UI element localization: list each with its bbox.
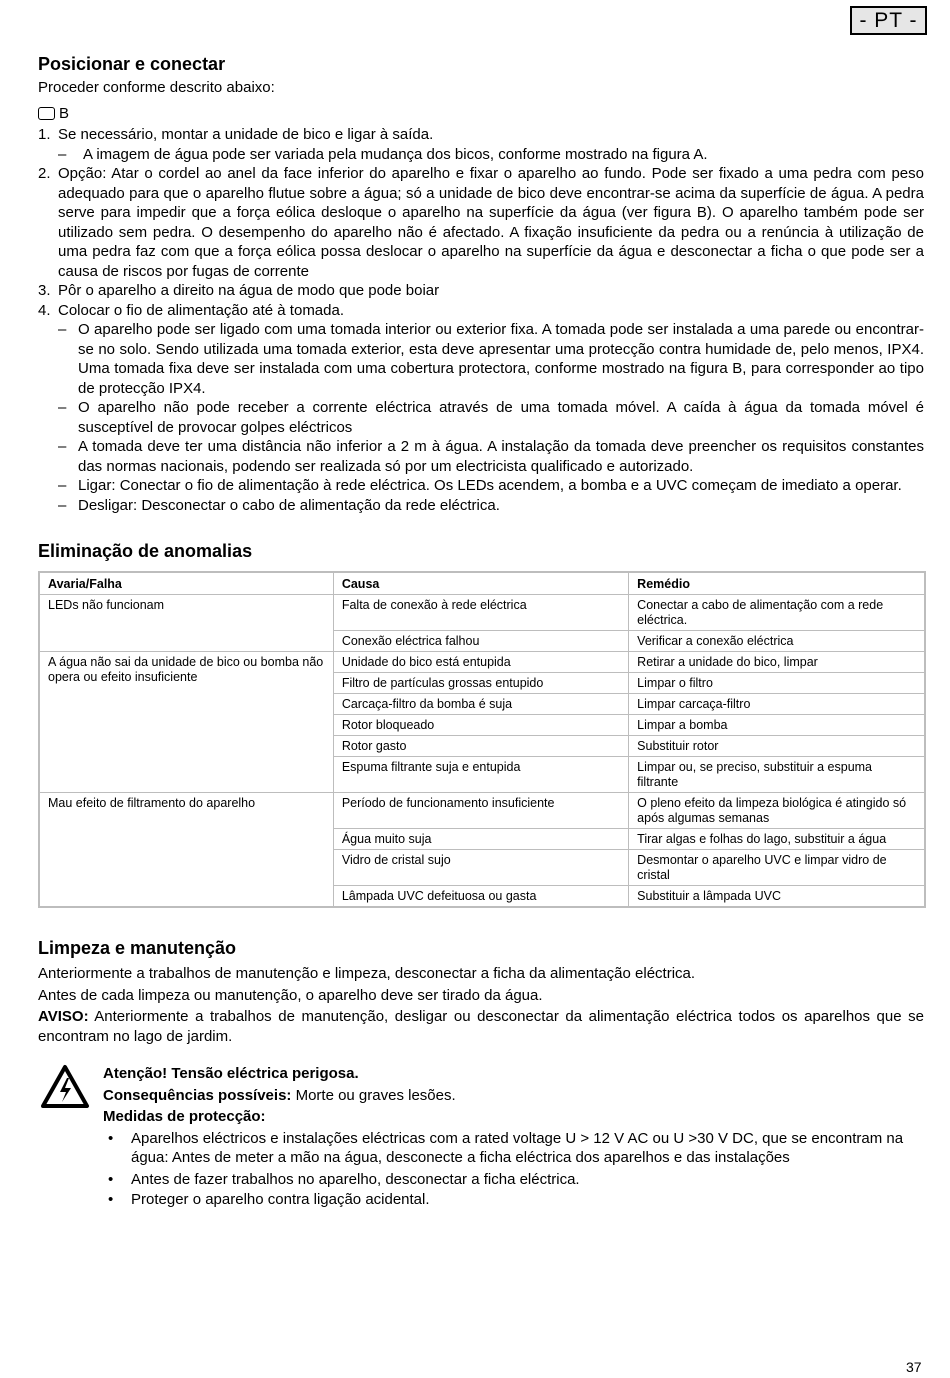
remedy-cell: Retirar a unidade do bico, limpar [629, 652, 925, 673]
warning-title: Atenção! Tensão eléctrica perigosa. [103, 1065, 359, 1082]
consequences-text: Morte ou graves lesões. [291, 1086, 456, 1104]
step-subitem [38, 320, 924, 398]
fault-cell: A água não sai da unidade de bico ou bomba não opera ou efeito insuficiente [39, 652, 333, 793]
measure-item [103, 1190, 924, 1210]
cause-cell: Unidade do bico está entupida [333, 652, 628, 673]
measure-text: Antes de fazer trabalhos no aparelho, desconectar a ficha eléctrica. [131, 1170, 580, 1188]
fault-cell: LEDs não funcionam [39, 595, 333, 652]
step-item [38, 125, 924, 145]
section-title-troubleshooting: Eliminação de anomalias [38, 541, 253, 561]
column-header: Remédio [629, 572, 925, 595]
step-subitem [38, 437, 924, 476]
cause-cell: Rotor bloqueado [333, 715, 628, 736]
measure-text: Proteger o aparelho contra ligação acidental. [131, 1191, 430, 1208]
bullet-marker: • [108, 1129, 114, 1147]
remedy-cell: Desmontar o aparelho UVC e limpar vidro de cristal [629, 850, 925, 886]
step-text: O aparelho não pode receber a corrente eléctrica através de uma tomada móvel. A caída à água da tomada móvel é susceptível de provocar golpes eléctricos [78, 399, 924, 436]
step-text: Opção: Atar o cordel ao anel da face inferior do aparelho e fixar o aparelho ao fundo. Pode ser fixado a uma pedra com peso adequado para que o aparelho flutue sobre a água; só a unidade de bico deve encontrar-se acima da superfície de água. A pedra serve para impedir que a força eólica desloque o aparelho na superfície da água (ver figura B). O aparelho também pode ser utilizado sem pedra. O desempenho do aparelho não é afectado. A fixação insuficiente da pedra ou a renúncia à utilização de uma pedra faz com que a força eólica possa deslocar o aparelho na superfície da água e desconectar a ficha o que pode ser a causa de riscos por fugas de corrente [58, 165, 924, 280]
page-number: 37 [906, 1359, 922, 1375]
cause-cell: Conexão eléctrica falhou [333, 631, 628, 652]
step-number: 3. [38, 282, 51, 299]
step-subitem [38, 398, 924, 437]
step-text: A tomada deve ter uma distância não inferior a 2 m à água. A instalação da tomada deve preencher os requisitos constantes das normas nacionais, podendo ser realizada só por um electricista qualificado e autorizado. [78, 438, 924, 475]
remedy-cell: Limpar ou, se preciso, substituir a espuma filtrante [629, 757, 925, 793]
remedy-cell: Limpar a bomba [629, 715, 925, 736]
table-row [39, 652, 925, 673]
measure-item [103, 1170, 924, 1190]
cause-cell: Espuma filtrante suja e entupida [333, 757, 628, 793]
step-text: Desligar: Desconectar o cabo de alimentação da rede eléctrica. [78, 496, 500, 514]
table-row [39, 595, 925, 631]
language-tag: - PT - [850, 6, 927, 35]
cause-cell: Vidro de cristal sujo [333, 850, 628, 886]
remedy-cell: Tirar algas e folhas do lago, substituir a água [629, 829, 925, 850]
cause-cell: Carcaça-filtro da bomba é suja [333, 694, 628, 715]
step-text: Ligar: Conectar o fio de alimentação à rede eléctrica. Os LEDs acendem, a bomba e a UVC começam de imediato a operar. [78, 477, 902, 494]
step-text: A imagem de água pode ser variada pela mudança dos bicos, conforme mostrado na figura A. [83, 145, 708, 163]
table-row [39, 793, 925, 829]
maintenance-paragraph: Anteriormente a trabalhos de manutenção e limpeza, desconectar a ficha da alimentação eléctrica. [38, 965, 696, 982]
steps-list [38, 125, 924, 515]
warning-consequences [103, 1086, 924, 1106]
step-number: 1. [38, 126, 51, 143]
cause-cell: Período de funcionamento insuficiente [333, 793, 628, 829]
remedy-cell: Conectar a cabo de alimentação com a rede eléctrica. [629, 595, 925, 631]
step-number: 2. [38, 165, 51, 182]
measure-text: Aparelhos eléctricos e instalações eléctricas com a rated voltage U > 12 V AC ou U >30 V DC, que se encontram na água: Antes de meter a mão na água, desconecte a ficha eléctrica dos aparelhos e das instalações [131, 1129, 904, 1166]
remedy-cell: Substituir rotor [629, 736, 925, 757]
dash-marker: – [58, 477, 67, 494]
step-number: 4. [38, 301, 51, 319]
cause-cell: Filtro de partículas grossas entupido [333, 673, 628, 694]
measure-item [103, 1129, 924, 1168]
remedy-cell: Verificar a conexão eléctrica [629, 631, 925, 652]
step-text: Pôr o aparelho a direito na água de modo que pode boiar [58, 282, 440, 299]
cause-cell: Água muito suja [333, 829, 628, 850]
bullet-marker: • [108, 1191, 114, 1208]
step-subitem [38, 145, 924, 165]
step-item [38, 301, 924, 321]
figure-label: B [59, 104, 70, 122]
maintenance-paragraph: Antes de cada limpeza ou manutenção, o aparelho deve ser tirado da água. [38, 986, 543, 1004]
step-subitem [38, 476, 924, 496]
fault-cell: Mau efeito de filtramento do aparelho [39, 793, 333, 908]
column-header: Causa [333, 572, 628, 595]
maintenance-warning-paragraph [38, 1007, 924, 1046]
dash-marker: – [58, 321, 67, 338]
troubleshooting-table [38, 571, 926, 908]
remedy-cell: O pleno efeito da limpeza biológica é atingido só após algumas semanas [629, 793, 925, 829]
step-item [38, 281, 924, 301]
electric-hazard-icon [40, 1064, 90, 1110]
step-text: O aparelho pode ser ligado com uma tomada interior ou exterior fixa. A tomada pode ser instalada a uma parede ou encontrar-se no solo. Sendo utilizada uma tomada exterior, esta deve apresentar uma protecção contra humidade de, pelo menos, IPX4. Uma tomada fixa deve ser instalada com uma cobertura protectora, conforme mostrado na figura B, para corresponder ao tipo de protecção IPX4. [78, 321, 924, 397]
consequences-label: Consequências possíveis: [103, 1086, 292, 1104]
step-text: Colocar o fio de alimentação até à tomada. [58, 301, 345, 319]
dash-marker: – [58, 438, 67, 455]
electric-warning [38, 1064, 924, 1210]
dash-marker: – [58, 145, 67, 163]
remedy-cell: Substituir a lâmpada UVC [629, 886, 925, 908]
section-title-positioning: Posicionar e conectar [38, 54, 226, 74]
warning-body [103, 1064, 924, 1210]
remedy-cell: Limpar carcaça-filtro [629, 694, 925, 715]
warning-text: Anteriormente a trabalhos de manutenção, desligar ou desconectar da alimentação eléctrica todos os aparelhos que se encontram no lago de jardim. [38, 1008, 924, 1045]
section-intro: Proceder conforme descrito abaixo: [38, 79, 275, 96]
dash-marker: – [58, 496, 67, 514]
page-content [38, 52, 924, 1210]
warning-label: AVISO: [38, 1008, 89, 1025]
figure-reference [38, 104, 924, 124]
column-header: Avaria/Falha [39, 572, 333, 595]
remedy-cell: Limpar o filtro [629, 673, 925, 694]
cause-cell: Falta de conexão à rede eléctrica [333, 595, 628, 631]
section-title-maintenance: Limpeza e manutenção [38, 938, 237, 958]
figure-icon [38, 107, 55, 120]
table-header-row [39, 572, 925, 595]
cause-cell: Lâmpada UVC defeituosa ou gasta [333, 886, 628, 908]
dash-marker: – [58, 399, 67, 416]
step-item [38, 164, 924, 281]
measures-label: Medidas de protecção: [103, 1108, 266, 1125]
cause-cell: Rotor gasto [333, 736, 628, 757]
step-text: Se necessário, montar a unidade de bico e ligar à saída. [58, 126, 434, 143]
step-subitem [38, 496, 924, 516]
bullet-marker: • [108, 1170, 114, 1188]
table-body [39, 595, 925, 908]
